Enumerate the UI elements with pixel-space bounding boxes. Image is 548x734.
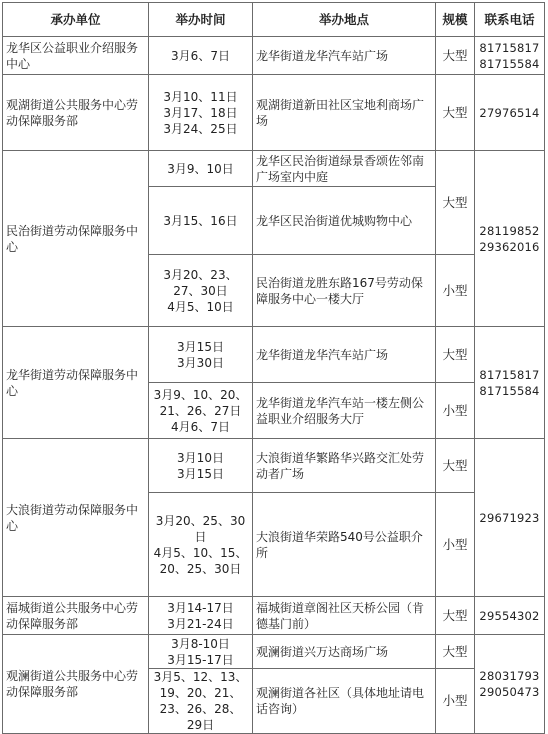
job-fair-schedule-table <box>2 2 545 734</box>
time-line: 3月20、23、27、30日 <box>163 267 238 298</box>
table-row <box>3 75 545 151</box>
phone-cell: 29671923 <box>475 439 545 597</box>
unit-cell: 大浪街道劳动保障服务中心 <box>3 439 149 597</box>
time-cell <box>149 493 253 597</box>
table-row <box>3 597 545 635</box>
phone-number: 81715584 <box>479 383 540 398</box>
phone-number: 81715817 <box>479 40 540 55</box>
time-cell <box>149 75 253 151</box>
phone-cell <box>475 635 545 734</box>
place-cell: 大浪街道华繁路华兴路交汇处劳动者广场 <box>253 439 436 493</box>
table-row <box>3 151 545 187</box>
scale-cell: 小型 <box>436 493 475 597</box>
place-cell: 龙华街道龙华汽车站一楼左侧公益职业介绍服务大厅 <box>253 383 436 439</box>
time-line: 3月8-10日 <box>171 636 230 651</box>
time-cell: 3月9、10日 <box>149 151 253 187</box>
time-cell: 3月5、12、13、19、20、21、23、26、28、29日 <box>149 669 253 734</box>
scale-cell: 小型 <box>436 669 475 734</box>
phone-cell <box>475 37 545 75</box>
header-scale: 规模 <box>436 3 475 37</box>
time-line: 3月10日 <box>177 450 224 465</box>
scale-cell: 大型 <box>436 635 475 669</box>
place-cell: 龙华区民治街道绿景香颂佐邻南广场室内中庭 <box>253 151 436 187</box>
table-row <box>3 37 545 75</box>
place-cell: 龙华街道龙华汽车站广场 <box>253 37 436 75</box>
phone-number: 29050473 <box>479 685 540 699</box>
unit-cell: 福城街道公共服务中心劳动保障服务部 <box>3 597 149 635</box>
scale-cell: 大型 <box>436 439 475 493</box>
time-line: 3月14-17日 <box>167 600 234 615</box>
phone-cell: 29554302 <box>475 597 545 635</box>
phone-cell <box>475 151 545 327</box>
time-cell: 3月15、16日 <box>149 187 253 255</box>
time-line: 3月9、10、20、21、26、27日 <box>153 387 248 418</box>
scale-cell: 大型 <box>436 37 475 75</box>
phone-number: 29362016 <box>479 239 540 254</box>
header-place: 举办地点 <box>253 3 436 37</box>
phone-number: 28119852 <box>479 223 540 238</box>
time-line: 4月6、7日 <box>171 419 230 434</box>
scale-cell: 大型 <box>436 75 475 151</box>
place-cell: 福城街道章阁社区天桥公园（肯德基门前） <box>253 597 436 635</box>
scale-cell: 大型 <box>436 151 475 255</box>
time-line: 3月20、25、30日 <box>155 513 246 544</box>
phone-cell <box>475 327 545 439</box>
time-cell: 3月6、7日 <box>149 37 253 75</box>
unit-cell: 观澜街道公共服务中心劳动保障服务部 <box>3 635 149 734</box>
scale-cell: 小型 <box>436 383 475 439</box>
time-line: 3月15日 <box>177 466 224 481</box>
time-cell <box>149 383 253 439</box>
phone-number: 81715584 <box>479 56 540 71</box>
place-cell: 观湖街道新田社区宝地利商场广场 <box>253 75 436 151</box>
phone-cell: 27976514 <box>475 75 545 151</box>
place-cell: 观澜街道兴万达商场广场 <box>253 635 436 669</box>
unit-cell: 龙华街道劳动保障服务中心 <box>3 327 149 439</box>
scale-cell: 大型 <box>436 327 475 383</box>
header-unit: 承办单位 <box>3 3 149 37</box>
scale-cell: 大型 <box>436 597 475 635</box>
time-cell <box>149 255 253 327</box>
phone-number: 28031793 <box>479 669 540 683</box>
header-phone: 联系电话 <box>475 3 545 37</box>
time-cell <box>149 635 253 669</box>
unit-cell: 观湖街道公共服务中心劳动保障服务部 <box>3 75 149 151</box>
time-line: 3月30日 <box>177 355 224 370</box>
time-cell <box>149 439 253 493</box>
unit-cell: 民治街道劳动保障服务中心 <box>3 151 149 327</box>
place-cell: 龙华街道龙华汽车站广场 <box>253 327 436 383</box>
scale-cell: 小型 <box>436 255 475 327</box>
time-line: 4月5、10、15、20、25、30日 <box>153 545 248 576</box>
time-line: 3月10、11日 <box>163 89 238 104</box>
table-row <box>3 439 545 493</box>
header-time: 举办时间 <box>149 3 253 37</box>
place-cell: 大浪街道华荣路540号公益职介所 <box>253 493 436 597</box>
time-line: 3月24、25日 <box>163 121 238 136</box>
place-cell: 龙华区民治街道优城购物中心 <box>253 187 436 255</box>
header-row <box>3 3 545 37</box>
time-line: 4月5、10日 <box>167 299 234 314</box>
time-line: 3月15日 <box>177 339 224 354</box>
time-line: 3月17、18日 <box>163 105 238 120</box>
table-row <box>3 327 545 383</box>
place-cell: 观澜街道各社区（具体地址请电话咨询） <box>253 669 436 734</box>
unit-cell: 龙华区公益职业介绍服务中心 <box>3 37 149 75</box>
place-cell: 民治街道龙胜东路167号劳动保障服务中心一楼大厅 <box>253 255 436 327</box>
phone-number: 81715817 <box>479 367 540 382</box>
time-cell <box>149 597 253 635</box>
time-line: 3月15-17日 <box>167 652 234 667</box>
table-row <box>3 635 545 669</box>
time-cell <box>149 327 253 383</box>
time-line: 3月21-24日 <box>167 616 234 631</box>
